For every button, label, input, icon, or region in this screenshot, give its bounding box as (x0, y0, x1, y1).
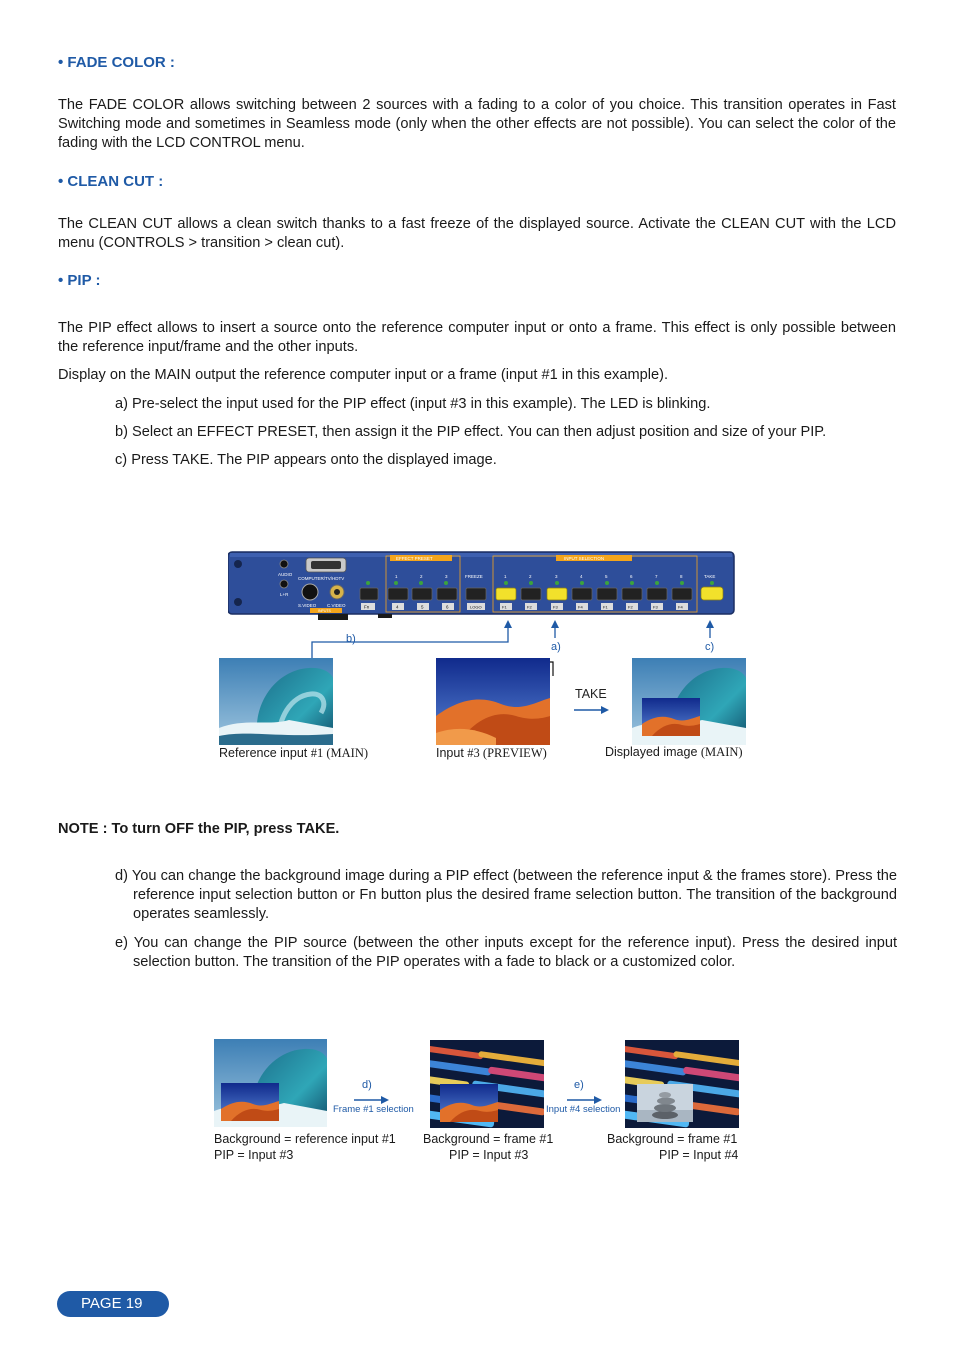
fade-color-heading: • FADE COLOR : (58, 54, 175, 71)
caption-bg-frame1-line2: PIP = Input #3 (449, 1148, 529, 1162)
pip-text-1: The PIP effect allows to insert a source onto the reference computer input or onto a frame. This effect is only possible between the reference input/frame and the other inputs. (58, 320, 896, 355)
caption-bg-frame1-line1: Background = frame #1 (423, 1132, 554, 1146)
pip-text-2: Display on the MAIN output the reference computer input or a frame (input #1 in this example). (58, 367, 669, 383)
svg-text:2: 2 (529, 574, 532, 579)
freeze-label: FREEZE (465, 574, 483, 579)
label-d: d) (362, 1079, 372, 1091)
preset-number-3: 3 (445, 574, 448, 579)
pip-step-c: c) Press TAKE. The PIP appears onto the displayed image. (115, 452, 497, 468)
label-a: a) (551, 641, 561, 653)
front-panel-device (228, 550, 736, 622)
preset-key-6: 6 (446, 604, 449, 610)
pip-step-b: b) Select an EFFECT PRESET, then assign it the PIP effect. You can then adjust position and size of your PIP. (115, 424, 827, 440)
caption-displayed-image: Displayed image (MAIN) (605, 745, 743, 759)
svg-text:F3: F3 (653, 604, 658, 610)
label-c: c) (705, 641, 715, 653)
step-e: e) You can change the PIP source (between the other inputs except for the reference input). Press the desired input selection button. The transition of the PIP operates with a fade to black or a customized color. (115, 935, 897, 970)
inputs-label: INPUTS (318, 609, 331, 613)
lr-label: L+R (280, 592, 289, 597)
svg-text:F4: F4 (578, 604, 583, 610)
caption-reference-input: Reference input #1 (MAIN) (219, 746, 369, 760)
pip-heading: • PIP : (58, 272, 101, 289)
clean-cut-text: The CLEAN CUT allows a clean switch thanks to a fast freeze of the displayed source. Activate the CLEAN CUT with the LCD menu (CONTROLS > transition > clean cut). (58, 216, 896, 251)
step-d: d) You can change the background image during a PIP effect (between the reference input & the frames store). Press the reference input selection button or Fn button plus the desired frame selection button. The transition of the background operates seamlessly. (115, 868, 897, 922)
preset-key-5: 5 (421, 604, 424, 610)
desert-image (436, 658, 550, 745)
svg-text:1: 1 (504, 574, 507, 579)
pip-step-a: a) Pre-select the input used for the PIP effect (input #3 in this example). The LED is blinking. (115, 396, 711, 412)
bg-frame-pip-4-image (625, 1040, 739, 1128)
page-number-badge: PAGE 19 (57, 1291, 169, 1317)
bg-frame-pip-3-image (430, 1040, 544, 1128)
audio-label: AUDIO (278, 572, 293, 577)
computer-label: COMPUTER/TV/HDTV (298, 576, 345, 581)
label-e: e) (574, 1079, 584, 1091)
svg-text:F1: F1 (603, 604, 608, 610)
preset-number-2: 2 (420, 574, 423, 579)
preset-number-1: 1 (395, 574, 398, 579)
caption-bg-ref-line2: PIP = Input #3 (214, 1148, 294, 1162)
input-4-selection-label: Input #4 selection (546, 1104, 621, 1115)
caption-bg-frame1b-line1: Background = frame #1 (607, 1132, 738, 1146)
svideo-label: S.VIDEO (298, 603, 317, 608)
svg-text:7: 7 (655, 574, 658, 579)
svg-text:5: 5 (605, 574, 608, 579)
frame-1-selection-label: Frame #1 selection (333, 1104, 414, 1115)
displayed-image (632, 658, 746, 745)
svg-text:F2: F2 (527, 604, 532, 610)
svg-text:3: 3 (555, 574, 558, 579)
svg-text:F1: F1 (502, 604, 507, 610)
caption-input-3: Input #3 (PREVIEW) (436, 746, 547, 760)
fn-key: Fn (364, 604, 370, 610)
svg-text:F2: F2 (628, 604, 633, 610)
wave-image (219, 658, 333, 745)
svg-text:8: 8 (680, 574, 683, 579)
svg-text:F4: F4 (678, 604, 683, 610)
input-selection-title: INPUT SELECTION (564, 556, 605, 561)
svg-text:6: 6 (630, 574, 633, 579)
fade-color-text: The FADE COLOR allows switching between 2 sources with a fading to a color of you choice. This transition operates in Fast Switching mode and sometimes in Seamless mode (only when the other effects are not possible). You can select the color of the fading with the LCD CONTROL menu. (58, 97, 896, 151)
note-text: NOTE : To turn OFF the PIP, press TAKE. (58, 821, 340, 837)
logo-key: LOGO (470, 604, 482, 610)
svg-text:4: 4 (580, 574, 583, 579)
cvideo-label: C.VIDEO (327, 603, 346, 608)
take-label: TAKE (575, 687, 607, 701)
take-key-label: TAKE (704, 574, 716, 579)
caption-bg-ref-line1: Background = reference input #1 (214, 1132, 396, 1146)
clean-cut-heading: • CLEAN CUT : (58, 173, 164, 190)
svg-text:F3: F3 (553, 604, 558, 610)
label-b: b) (346, 633, 356, 645)
bg-ref-pip-3-image (214, 1039, 327, 1127)
preset-key-4: 4 (396, 604, 399, 610)
take-arrow (573, 704, 611, 716)
effect-preset-title: EFFECT PRESET (396, 556, 433, 561)
caption-bg-frame1b-line2: PIP = Input #4 (659, 1148, 739, 1162)
